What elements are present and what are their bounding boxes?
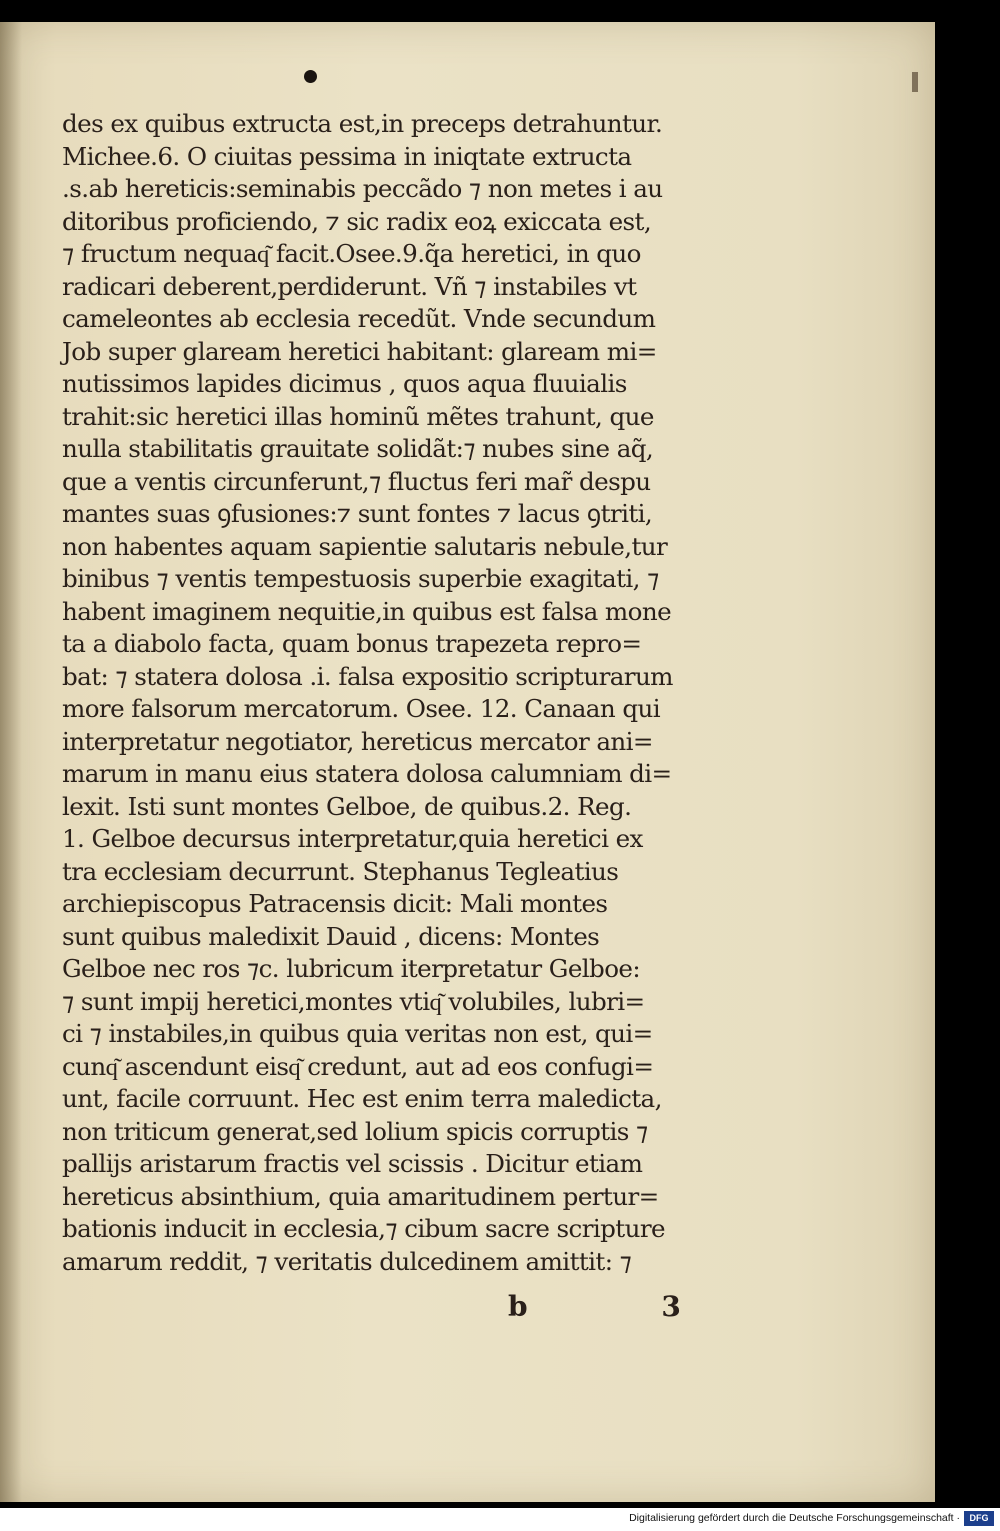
text-line: archiepiscopus Patracensis dicit: Mali montes [62, 889, 608, 918]
text-line: que a ventis circunferunt,⁊ fluctus feri mar̃ despu [62, 466, 651, 496]
text-line: more falsorum mercatorum. Osee. 12. Canaan qui [62, 694, 660, 723]
text-line: marum in manu eius statera dolosa calumniam di= [62, 759, 672, 788]
text-line: bat: ⁊ statera dolosa .i. falsa expositio scripturarum [62, 661, 673, 691]
text-line: non habentes aquam sapientie salutaris nebule,tur [62, 531, 668, 561]
text-line: trahit:sic heretici illas hominũ mẽtes trahunt, que [62, 401, 654, 431]
text-line: ci ⁊ instabiles,in quibus quia veritas non est, qui= [62, 1019, 653, 1048]
text-line: interpretatur negotiator, hereticus mercator ani= [62, 726, 653, 756]
text-line: Gelboe nec ros ⁊c. lubricum iterpretatur Gelboe: [62, 954, 641, 983]
text-line: des ex quibus extructa est,in preceps detrahuntur. [62, 109, 663, 138]
text-line: amarum reddit, ⁊ veritatis dulcedinem amittit: ⁊ [62, 1246, 632, 1276]
text-line: cameleontes ab ecclesia recedũt. Vnde secundum [62, 304, 656, 333]
text-line: ⁊ sunt impij heretici,montes vtiq͂ volubiles, lubri= [62, 986, 645, 1016]
page-edge-mark [912, 72, 918, 92]
signature-mark: b 3 [508, 1290, 743, 1323]
text-line: Job super glaream heretici habitant: glaream mi= [62, 336, 657, 366]
footer-bar [0, 1508, 1000, 1531]
funding-credit: Digitalisierung gefördert durch die Deutsche Forschungsgemeinschaft · [629, 1512, 960, 1524]
ink-dot-mark [304, 70, 317, 83]
text-line: lexit. Isti sunt montes Gelboe, de quibus.2. Reg. [62, 791, 632, 821]
text-line: habent imaginem nequitie,in quibus est falsa mone [62, 596, 672, 626]
page-gutter-shadow [0, 22, 22, 1502]
text-line: nutissimos lapides dicimus , quos aqua fluuialis [62, 369, 627, 398]
text-line: ditoribus proficiendo, ⁊ sic radix eoꝝ exiccata est, [62, 206, 652, 236]
text-line: cunq͂ ascendunt eisq͂ credunt, aut ad eos confugi= [62, 1051, 654, 1081]
page-text-block [62, 108, 722, 1278]
text-line: mantes suas ꝯfusiones:⁊ sunt fontes ⁊ lacus ꝯtriti, [62, 499, 653, 528]
text-line: bationis inducit in ecclesia,⁊ cibum sacre scripture [62, 1214, 665, 1243]
text-line: hereticus absinthium, quia amaritudinem pertur= [62, 1181, 659, 1211]
text-line: non triticum generat,sed lolium spicis corruptis ⁊ [62, 1116, 648, 1146]
text-line: 1. Gelboe decursus interpretatur,quia heretici ex [62, 824, 643, 853]
text-line: sunt quibus maledixit Dauid , dicens: Montes [62, 921, 600, 951]
text-line: unt, facile corruunt. Hec est enim terra maledicta, [62, 1084, 662, 1113]
text-line: ⁊ fructum nequaq͂ facit.Osee.9.q̃a heretici, in quo [62, 239, 641, 268]
text-line: .s.ab hereticis:seminabis peccãdo ⁊ non metes i au [62, 174, 663, 203]
text-line: tra ecclesiam decurrunt. Stephanus Tegleatius [62, 856, 619, 886]
text-line: nulla stabilitatis grauitate solidãt:⁊ nubes sine aq̃, [62, 434, 654, 463]
text-line: binibus ⁊ ventis tempestuosis superbie exagitati, ⁊ [62, 564, 659, 593]
text-line: pallijs aristarum fractis vel scissis . Dicitur etiam [62, 1149, 643, 1178]
text-line: Michee.6. O ciuitas pessima in iniqtate extructa [62, 141, 632, 171]
text-line: radicari deberent,perdiderunt. Vñ ⁊ instabiles vt [62, 271, 637, 301]
dfg-logo-icon: DFG [964, 1511, 994, 1526]
text-line: ta a diabolo facta, quam bonus trapezeta repro= [62, 629, 642, 658]
